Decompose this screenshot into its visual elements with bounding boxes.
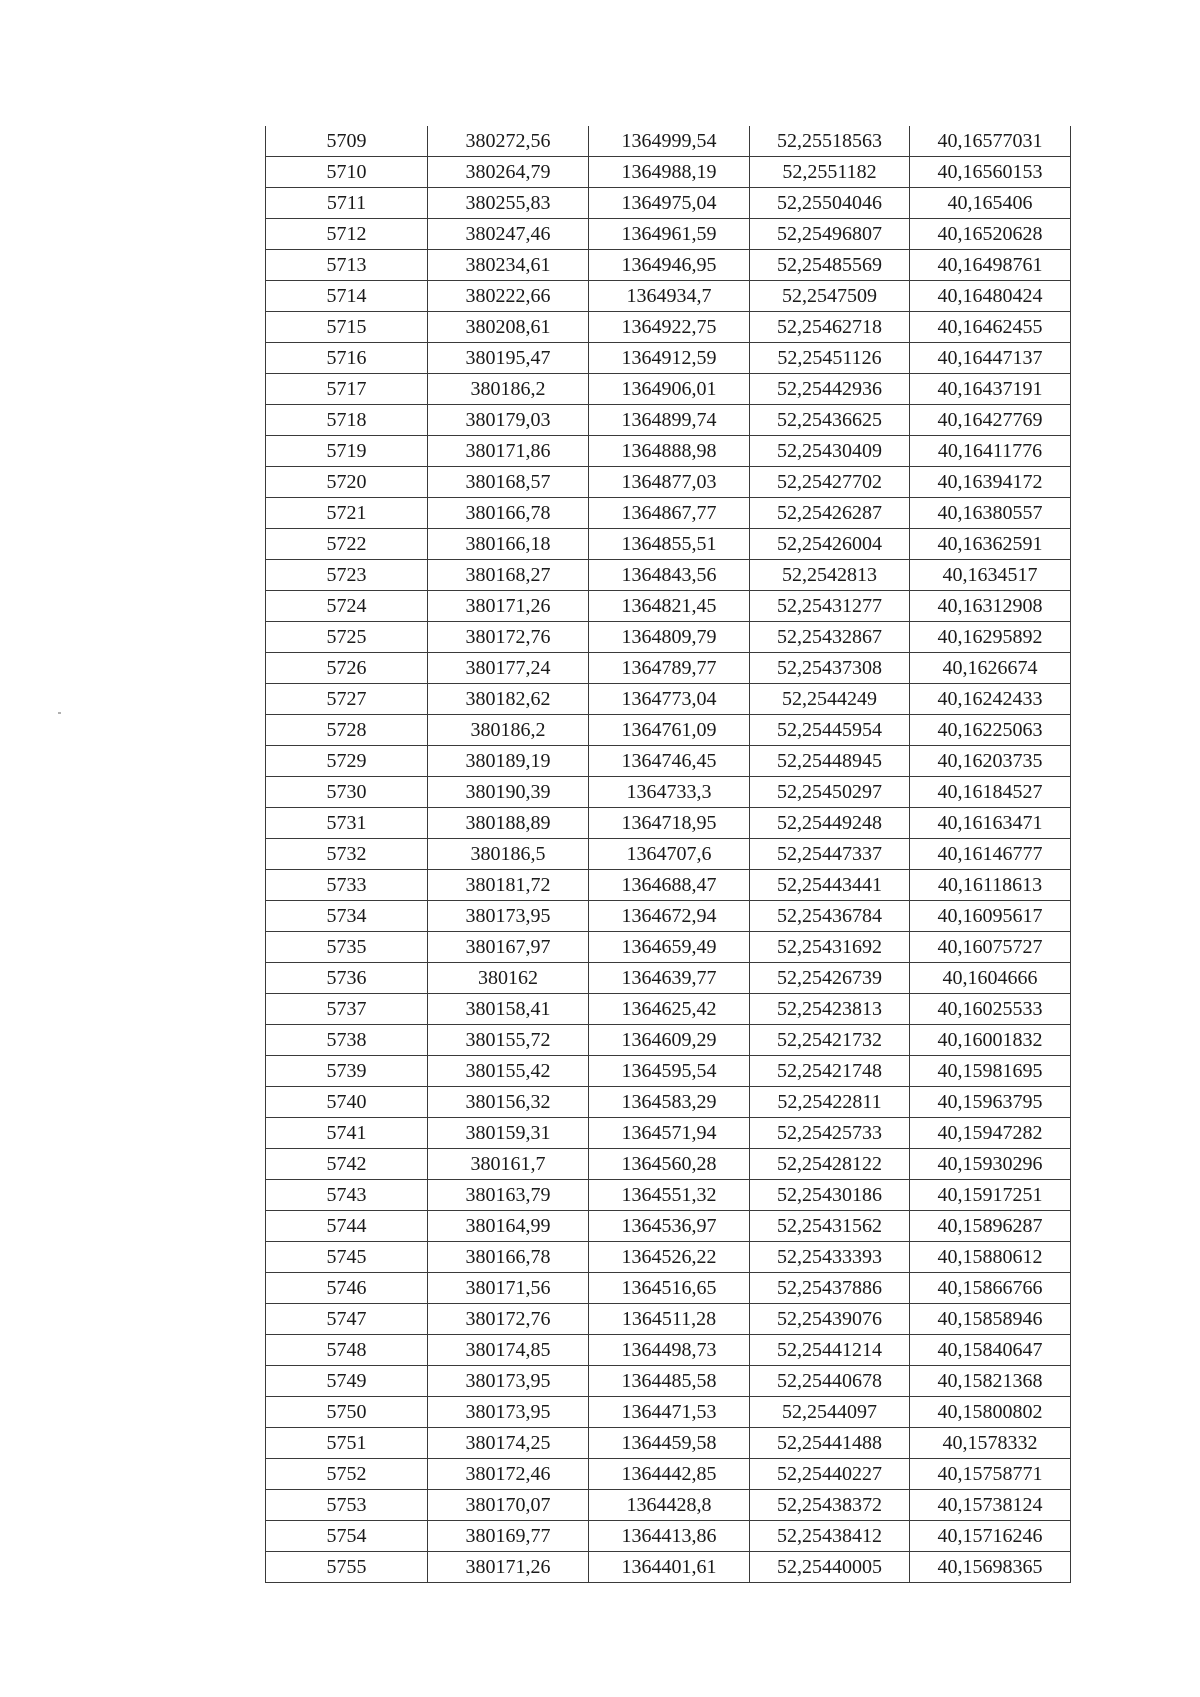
table-row: [266, 560, 1071, 591]
point-number-cell: 5740: [266, 1087, 428, 1118]
longitude-cell: 40,16447137: [910, 343, 1071, 374]
y-coordinate-cell: 1364888,98: [589, 436, 750, 467]
x-coordinate-cell: 380255,83: [428, 188, 589, 219]
longitude-cell: 40,15716246: [910, 1521, 1071, 1552]
table-row: [266, 839, 1071, 870]
table-row: [266, 529, 1071, 560]
y-coordinate-cell: 1364906,01: [589, 374, 750, 405]
y-coordinate-cell: 1364922,75: [589, 312, 750, 343]
table-row: [266, 374, 1071, 405]
point-number-cell: 5729: [266, 746, 428, 777]
longitude-cell: 40,16437191: [910, 374, 1071, 405]
longitude-cell: 40,16498761: [910, 250, 1071, 281]
longitude-cell: 40,16427769: [910, 405, 1071, 436]
latitude-cell: 52,25426287: [750, 498, 910, 529]
point-number-cell: 5747: [266, 1304, 428, 1335]
scan-artifact: [58, 712, 61, 714]
table-row: [266, 1335, 1071, 1366]
x-coordinate-cell: 380162: [428, 963, 589, 994]
longitude-cell: 40,15758771: [910, 1459, 1071, 1490]
point-number-cell: 5709: [266, 126, 428, 157]
x-coordinate-cell: 380182,62: [428, 684, 589, 715]
y-coordinate-cell: 1364471,53: [589, 1397, 750, 1428]
point-number-cell: 5743: [266, 1180, 428, 1211]
point-number-cell: 5733: [266, 870, 428, 901]
y-coordinate-cell: 1364551,32: [589, 1180, 750, 1211]
x-coordinate-cell: 380171,86: [428, 436, 589, 467]
latitude-cell: 52,25449248: [750, 808, 910, 839]
table-row: [266, 498, 1071, 529]
x-coordinate-cell: 380186,5: [428, 839, 589, 870]
latitude-cell: 52,25450297: [750, 777, 910, 808]
point-number-cell: 5749: [266, 1366, 428, 1397]
y-coordinate-cell: 1364975,04: [589, 188, 750, 219]
x-coordinate-cell: 380189,19: [428, 746, 589, 777]
x-coordinate-cell: 380186,2: [428, 374, 589, 405]
longitude-cell: 40,16163471: [910, 808, 1071, 839]
y-coordinate-cell: 1364946,95: [589, 250, 750, 281]
x-coordinate-cell: 380264,79: [428, 157, 589, 188]
x-coordinate-cell: 380169,77: [428, 1521, 589, 1552]
longitude-cell: 40,15917251: [910, 1180, 1071, 1211]
y-coordinate-cell: 1364688,47: [589, 870, 750, 901]
x-coordinate-cell: 380173,95: [428, 1397, 589, 1428]
table-row: [266, 467, 1071, 498]
table-row: [266, 250, 1071, 281]
table-row: [266, 1304, 1071, 1335]
latitude-cell: 52,25451126: [750, 343, 910, 374]
latitude-cell: 52,25421732: [750, 1025, 910, 1056]
table-row: [266, 1056, 1071, 1087]
table-row: [266, 343, 1071, 374]
y-coordinate-cell: 1364867,77: [589, 498, 750, 529]
x-coordinate-cell: 380195,47: [428, 343, 589, 374]
table-body: [266, 126, 1071, 1583]
latitude-cell: 52,25431277: [750, 591, 910, 622]
x-coordinate-cell: 380247,46: [428, 219, 589, 250]
point-number-cell: 5713: [266, 250, 428, 281]
longitude-cell: 40,15963795: [910, 1087, 1071, 1118]
x-coordinate-cell: 380174,25: [428, 1428, 589, 1459]
latitude-cell: 52,25426004: [750, 529, 910, 560]
latitude-cell: 52,25426739: [750, 963, 910, 994]
point-number-cell: 5714: [266, 281, 428, 312]
point-number-cell: 5724: [266, 591, 428, 622]
y-coordinate-cell: 1364821,45: [589, 591, 750, 622]
longitude-cell: 40,16095617: [910, 901, 1071, 932]
table-row: [266, 405, 1071, 436]
x-coordinate-cell: 380168,27: [428, 560, 589, 591]
latitude-cell: 52,25439076: [750, 1304, 910, 1335]
longitude-cell: 40,16380557: [910, 498, 1071, 529]
latitude-cell: 52,25438412: [750, 1521, 910, 1552]
table-row: [266, 715, 1071, 746]
latitude-cell: 52,2544097: [750, 1397, 910, 1428]
longitude-cell: 40,16242433: [910, 684, 1071, 715]
x-coordinate-cell: 380166,18: [428, 529, 589, 560]
y-coordinate-cell: 1364413,86: [589, 1521, 750, 1552]
table-row: [266, 808, 1071, 839]
latitude-cell: 52,25431692: [750, 932, 910, 963]
y-coordinate-cell: 1364609,29: [589, 1025, 750, 1056]
table-row: [266, 994, 1071, 1025]
x-coordinate-cell: 380179,03: [428, 405, 589, 436]
x-coordinate-cell: 380166,78: [428, 498, 589, 529]
x-coordinate-cell: 380163,79: [428, 1180, 589, 1211]
longitude-cell: 40,15840647: [910, 1335, 1071, 1366]
x-coordinate-cell: 380222,66: [428, 281, 589, 312]
x-coordinate-cell: 380155,72: [428, 1025, 589, 1056]
point-number-cell: 5712: [266, 219, 428, 250]
longitude-cell: 40,16075727: [910, 932, 1071, 963]
longitude-cell: 40,16001832: [910, 1025, 1071, 1056]
latitude-cell: 52,25440227: [750, 1459, 910, 1490]
longitude-cell: 40,15981695: [910, 1056, 1071, 1087]
point-number-cell: 5742: [266, 1149, 428, 1180]
point-number-cell: 5725: [266, 622, 428, 653]
y-coordinate-cell: 1364511,28: [589, 1304, 750, 1335]
latitude-cell: 52,25428122: [750, 1149, 910, 1180]
latitude-cell: 52,25427702: [750, 467, 910, 498]
x-coordinate-cell: 380171,56: [428, 1273, 589, 1304]
longitude-cell: 40,16225063: [910, 715, 1071, 746]
point-number-cell: 5736: [266, 963, 428, 994]
latitude-cell: 52,25440678: [750, 1366, 910, 1397]
latitude-cell: 52,25518563: [750, 126, 910, 157]
table-row: [266, 219, 1071, 250]
longitude-cell: 40,16295892: [910, 622, 1071, 653]
latitude-cell: 52,25436625: [750, 405, 910, 436]
longitude-cell: 40,15800802: [910, 1397, 1071, 1428]
point-number-cell: 5717: [266, 374, 428, 405]
latitude-cell: 52,25437308: [750, 653, 910, 684]
y-coordinate-cell: 1364560,28: [589, 1149, 750, 1180]
table-row: [266, 932, 1071, 963]
y-coordinate-cell: 1364843,56: [589, 560, 750, 591]
table-row: [266, 591, 1071, 622]
x-coordinate-cell: 380159,31: [428, 1118, 589, 1149]
longitude-cell: 40,16118613: [910, 870, 1071, 901]
table-row: [266, 281, 1071, 312]
longitude-cell: 40,165406: [910, 188, 1071, 219]
y-coordinate-cell: 1364595,54: [589, 1056, 750, 1087]
y-coordinate-cell: 1364912,59: [589, 343, 750, 374]
table-row: [266, 901, 1071, 932]
point-number-cell: 5753: [266, 1490, 428, 1521]
point-number-cell: 5715: [266, 312, 428, 343]
y-coordinate-cell: 1364401,61: [589, 1552, 750, 1583]
table-row: [266, 653, 1071, 684]
table-row: [266, 963, 1071, 994]
longitude-cell: 40,15738124: [910, 1490, 1071, 1521]
longitude-cell: 40,1604666: [910, 963, 1071, 994]
table-row: [266, 746, 1071, 777]
y-coordinate-cell: 1364761,09: [589, 715, 750, 746]
point-number-cell: 5737: [266, 994, 428, 1025]
y-coordinate-cell: 1364746,45: [589, 746, 750, 777]
table-row: [266, 1459, 1071, 1490]
x-coordinate-cell: 380234,61: [428, 250, 589, 281]
y-coordinate-cell: 1364625,42: [589, 994, 750, 1025]
y-coordinate-cell: 1364877,03: [589, 467, 750, 498]
table-row: [266, 1025, 1071, 1056]
point-number-cell: 5716: [266, 343, 428, 374]
latitude-cell: 52,25438372: [750, 1490, 910, 1521]
x-coordinate-cell: 380158,41: [428, 994, 589, 1025]
longitude-cell: 40,16184527: [910, 777, 1071, 808]
latitude-cell: 52,25423813: [750, 994, 910, 1025]
point-number-cell: 5719: [266, 436, 428, 467]
y-coordinate-cell: 1364718,95: [589, 808, 750, 839]
point-number-cell: 5745: [266, 1242, 428, 1273]
point-number-cell: 5718: [266, 405, 428, 436]
table-row: [266, 1490, 1071, 1521]
latitude-cell: 52,25441488: [750, 1428, 910, 1459]
point-number-cell: 5710: [266, 157, 428, 188]
latitude-cell: 52,25430409: [750, 436, 910, 467]
y-coordinate-cell: 1364809,79: [589, 622, 750, 653]
table-row: [266, 188, 1071, 219]
latitude-cell: 52,25431562: [750, 1211, 910, 1242]
x-coordinate-cell: 380171,26: [428, 591, 589, 622]
table-row: [266, 157, 1071, 188]
longitude-cell: 40,1626674: [910, 653, 1071, 684]
longitude-cell: 40,16394172: [910, 467, 1071, 498]
y-coordinate-cell: 1364999,54: [589, 126, 750, 157]
latitude-cell: 52,25437886: [750, 1273, 910, 1304]
latitude-cell: 52,25432867: [750, 622, 910, 653]
x-coordinate-cell: 380174,85: [428, 1335, 589, 1366]
y-coordinate-cell: 1364498,73: [589, 1335, 750, 1366]
latitude-cell: 52,25485569: [750, 250, 910, 281]
latitude-cell: 52,25425733: [750, 1118, 910, 1149]
point-number-cell: 5732: [266, 839, 428, 870]
longitude-cell: 40,16146777: [910, 839, 1071, 870]
table-row: [266, 1180, 1071, 1211]
latitude-cell: 52,25436784: [750, 901, 910, 932]
table-row: [266, 436, 1071, 467]
table-row: [266, 312, 1071, 343]
table-row: [266, 1211, 1071, 1242]
point-number-cell: 5755: [266, 1552, 428, 1583]
table-row: [266, 870, 1071, 901]
longitude-cell: 40,15821368: [910, 1366, 1071, 1397]
point-number-cell: 5723: [266, 560, 428, 591]
latitude-cell: 52,2544249: [750, 684, 910, 715]
point-number-cell: 5727: [266, 684, 428, 715]
point-number-cell: 5752: [266, 1459, 428, 1490]
latitude-cell: 52,25445954: [750, 715, 910, 746]
point-number-cell: 5754: [266, 1521, 428, 1552]
latitude-cell: 52,25504046: [750, 188, 910, 219]
latitude-cell: 52,25462718: [750, 312, 910, 343]
x-coordinate-cell: 380188,89: [428, 808, 589, 839]
latitude-cell: 52,25430186: [750, 1180, 910, 1211]
y-coordinate-cell: 1364961,59: [589, 219, 750, 250]
latitude-cell: 52,25447337: [750, 839, 910, 870]
latitude-cell: 52,2542813: [750, 560, 910, 591]
y-coordinate-cell: 1364516,65: [589, 1273, 750, 1304]
x-coordinate-cell: 380168,57: [428, 467, 589, 498]
longitude-cell: 40,15930296: [910, 1149, 1071, 1180]
table-row: [266, 684, 1071, 715]
y-coordinate-cell: 1364672,94: [589, 901, 750, 932]
x-coordinate-cell: 380181,72: [428, 870, 589, 901]
y-coordinate-cell: 1364773,04: [589, 684, 750, 715]
table-row: [266, 1149, 1071, 1180]
x-coordinate-cell: 380172,76: [428, 1304, 589, 1335]
table-row: [266, 1397, 1071, 1428]
x-coordinate-cell: 380172,46: [428, 1459, 589, 1490]
table-row: [266, 1242, 1071, 1273]
point-number-cell: 5735: [266, 932, 428, 963]
y-coordinate-cell: 1364442,85: [589, 1459, 750, 1490]
table-row: [266, 1118, 1071, 1149]
point-number-cell: 5748: [266, 1335, 428, 1366]
y-coordinate-cell: 1364733,3: [589, 777, 750, 808]
point-number-cell: 5720: [266, 467, 428, 498]
longitude-cell: 40,15896287: [910, 1211, 1071, 1242]
point-number-cell: 5711: [266, 188, 428, 219]
table-row: [266, 126, 1071, 157]
y-coordinate-cell: 1364526,22: [589, 1242, 750, 1273]
longitude-cell: 40,15947282: [910, 1118, 1071, 1149]
y-coordinate-cell: 1364536,97: [589, 1211, 750, 1242]
x-coordinate-cell: 380167,97: [428, 932, 589, 963]
point-number-cell: 5734: [266, 901, 428, 932]
y-coordinate-cell: 1364988,19: [589, 157, 750, 188]
x-coordinate-cell: 380161,7: [428, 1149, 589, 1180]
longitude-cell: 40,16462455: [910, 312, 1071, 343]
y-coordinate-cell: 1364934,7: [589, 281, 750, 312]
longitude-cell: 40,16025533: [910, 994, 1071, 1025]
y-coordinate-cell: 1364459,58: [589, 1428, 750, 1459]
latitude-cell: 52,25422811: [750, 1087, 910, 1118]
y-coordinate-cell: 1364659,49: [589, 932, 750, 963]
table-row: [266, 1273, 1071, 1304]
longitude-cell: 40,15866766: [910, 1273, 1071, 1304]
x-coordinate-cell: 380272,56: [428, 126, 589, 157]
table-row: [266, 1366, 1071, 1397]
latitude-cell: 52,25448945: [750, 746, 910, 777]
table-row: [266, 1428, 1071, 1459]
x-coordinate-cell: 380173,95: [428, 901, 589, 932]
x-coordinate-cell: 380171,26: [428, 1552, 589, 1583]
latitude-cell: 52,25441214: [750, 1335, 910, 1366]
latitude-cell: 52,25443441: [750, 870, 910, 901]
longitude-cell: 40,16577031: [910, 126, 1071, 157]
point-number-cell: 5751: [266, 1428, 428, 1459]
longitude-cell: 40,16560153: [910, 157, 1071, 188]
point-number-cell: 5721: [266, 498, 428, 529]
point-number-cell: 5741: [266, 1118, 428, 1149]
point-number-cell: 5738: [266, 1025, 428, 1056]
x-coordinate-cell: 380190,39: [428, 777, 589, 808]
y-coordinate-cell: 1364789,77: [589, 653, 750, 684]
table-row: [266, 1087, 1071, 1118]
table-row: [266, 622, 1071, 653]
point-number-cell: 5730: [266, 777, 428, 808]
y-coordinate-cell: 1364428,8: [589, 1490, 750, 1521]
longitude-cell: 40,16411776: [910, 436, 1071, 467]
x-coordinate-cell: 380172,76: [428, 622, 589, 653]
latitude-cell: 52,2551182: [750, 157, 910, 188]
y-coordinate-cell: 1364899,74: [589, 405, 750, 436]
x-coordinate-cell: 380173,95: [428, 1366, 589, 1397]
longitude-cell: 40,1634517: [910, 560, 1071, 591]
latitude-cell: 52,25442936: [750, 374, 910, 405]
longitude-cell: 40,15880612: [910, 1242, 1071, 1273]
y-coordinate-cell: 1364855,51: [589, 529, 750, 560]
point-number-cell: 5728: [266, 715, 428, 746]
point-number-cell: 5722: [266, 529, 428, 560]
latitude-cell: 52,25433393: [750, 1242, 910, 1273]
x-coordinate-cell: 380177,24: [428, 653, 589, 684]
longitude-cell: 40,16480424: [910, 281, 1071, 312]
longitude-cell: 40,16520628: [910, 219, 1071, 250]
point-number-cell: 5726: [266, 653, 428, 684]
latitude-cell: 52,2547509: [750, 281, 910, 312]
latitude-cell: 52,25496807: [750, 219, 910, 250]
y-coordinate-cell: 1364571,94: [589, 1118, 750, 1149]
y-coordinate-cell: 1364707,6: [589, 839, 750, 870]
y-coordinate-cell: 1364639,77: [589, 963, 750, 994]
latitude-cell: 52,25440005: [750, 1552, 910, 1583]
table-row: [266, 1552, 1071, 1583]
y-coordinate-cell: 1364485,58: [589, 1366, 750, 1397]
y-coordinate-cell: 1364583,29: [589, 1087, 750, 1118]
x-coordinate-cell: 380155,42: [428, 1056, 589, 1087]
longitude-cell: 40,16312908: [910, 591, 1071, 622]
x-coordinate-cell: 380164,99: [428, 1211, 589, 1242]
point-number-cell: 5750: [266, 1397, 428, 1428]
point-number-cell: 5746: [266, 1273, 428, 1304]
longitude-cell: 40,16203735: [910, 746, 1071, 777]
point-number-cell: 5744: [266, 1211, 428, 1242]
longitude-cell: 40,16362591: [910, 529, 1071, 560]
x-coordinate-cell: 380156,32: [428, 1087, 589, 1118]
table-row: [266, 777, 1071, 808]
longitude-cell: 40,15858946: [910, 1304, 1071, 1335]
longitude-cell: 40,15698365: [910, 1552, 1071, 1583]
x-coordinate-cell: 380166,78: [428, 1242, 589, 1273]
coordinates-table: [265, 126, 1071, 1583]
table-row: [266, 1521, 1071, 1552]
x-coordinate-cell: 380186,2: [428, 715, 589, 746]
point-number-cell: 5731: [266, 808, 428, 839]
longitude-cell: 40,1578332: [910, 1428, 1071, 1459]
point-number-cell: 5739: [266, 1056, 428, 1087]
x-coordinate-cell: 380170,07: [428, 1490, 589, 1521]
x-coordinate-cell: 380208,61: [428, 312, 589, 343]
latitude-cell: 52,25421748: [750, 1056, 910, 1087]
